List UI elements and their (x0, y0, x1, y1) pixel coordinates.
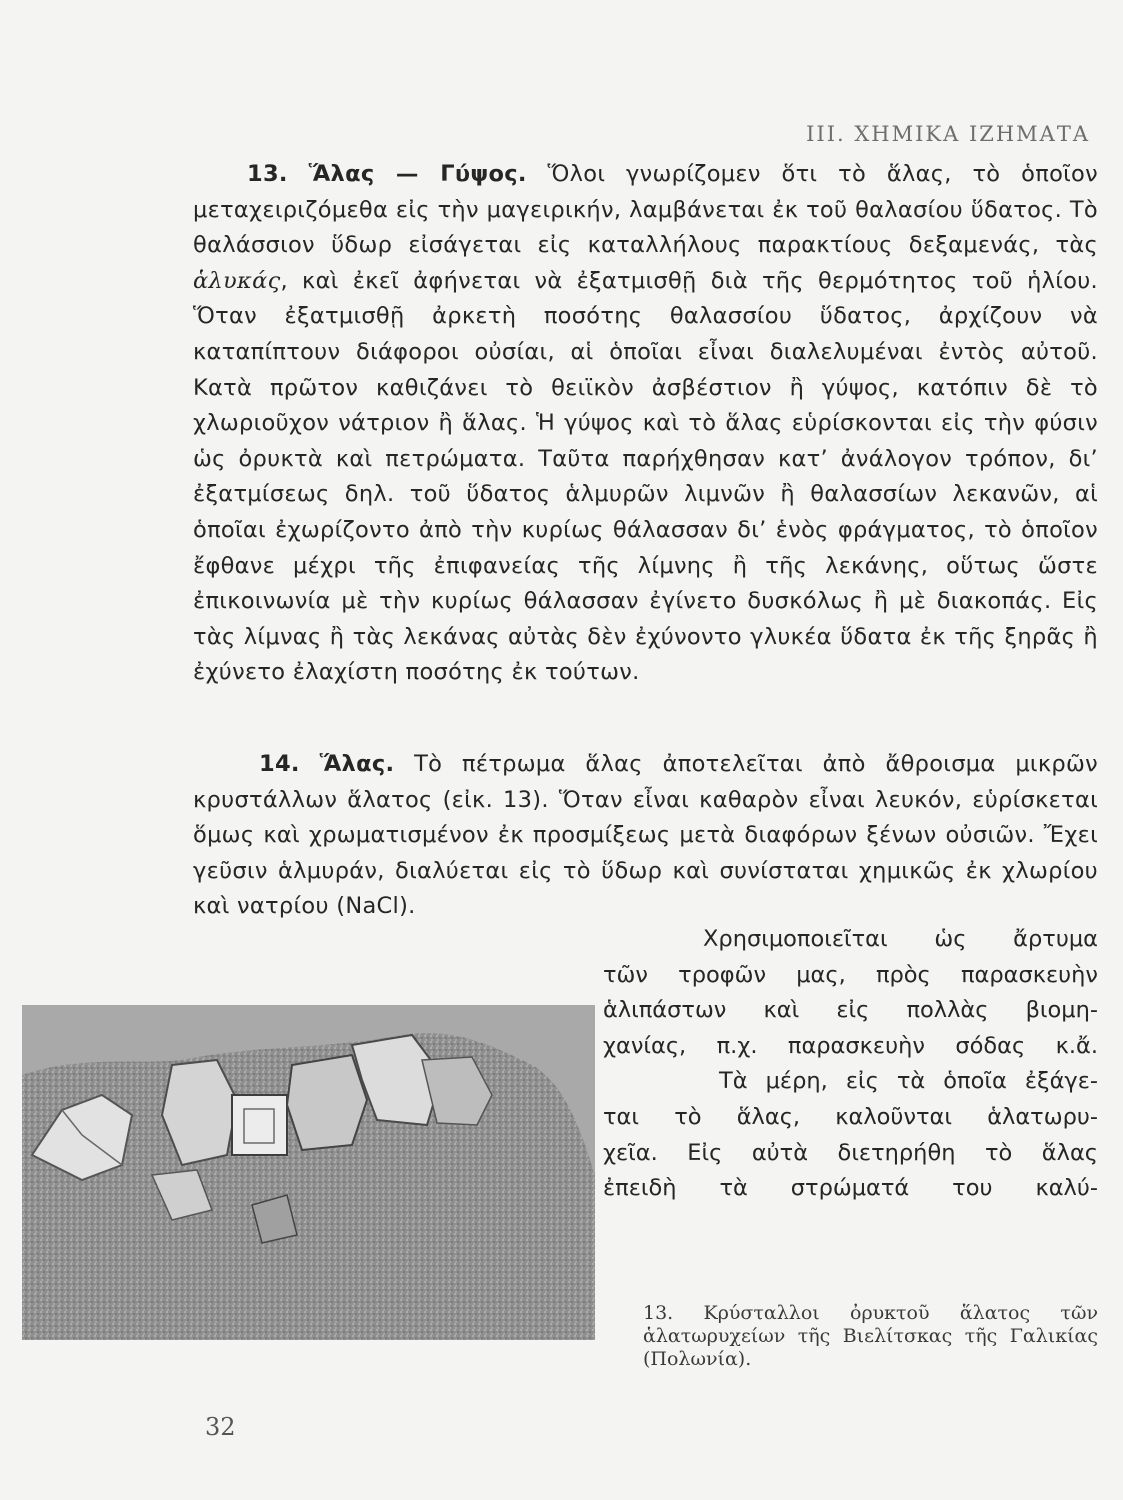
section-14-text: Τὸ πέτρωμα ἅλας ἀποτελεῖται ἀπὸ ἄθροισμα μικρῶν κρυστάλλων ἅλατος (εἰκ. 13). Ὅταν εἶναι καθαρὸν εἶναι λευκόν, εὑρίσκεται ὅμως καὶ χρωματισμένον ἐκ προσμίξεως μετὰ διαφόρων ξένων οὐσιῶν. Ἔχει γεῦσιν ἁλμυράν, διαλύεται εἰς τὸ ὕδωρ καὶ συνίσταται χημικῶς ἐκ χλωρίου καὶ νατρίου (NaCl). (193, 751, 1098, 920)
continuation-line: ται τὸ ἅλας, καλοῦνται ἁλατωρυ- (603, 1103, 1098, 1130)
continuation-line: χανίας, π.χ. παρασκευὴν σόδας κ.ἄ. (603, 1032, 1098, 1059)
continuation-line: ἁλιπάστων καὶ εἰς πολλὰς βιομη- (603, 997, 1098, 1024)
section-13-text-part1: Ὅλοι γνωρίζομεν ὅτι τὸ ἅλας, τὸ ὁποῖον μεταχειριζόμεθα εἰς τὴν μαγειρικήν, λαμβάνεται ἐκ τοῦ θαλασίου ὕδατος. Τὸ θαλάσσιον ὕδωρ εἰσάγεται εἰς καταλλήλους παρακτίους δεξαμενάς, τὰς (193, 161, 1098, 259)
section-14-heading: Ἅλας. (319, 751, 395, 777)
section-14-number: 14. (259, 751, 300, 777)
continuation-line: Τὰ μέρη, εἰς τὰ ὁποῖα ἐξάγε- (719, 1068, 1098, 1095)
section-14-continuation (603, 922, 1098, 1207)
page-number: 32 (205, 1413, 236, 1441)
continuation-line: τῶν τροφῶν μας, πρὸς παρασκευὴν (603, 961, 1098, 988)
section-13-text-part2: , καὶ ἐκεῖ ἀφήνεται νὰ ἐξατμισθῇ διὰ τῆς θερμότητος τοῦ ἡλίου. Ὅταν ἐξατμισθῇ ἀρκετὴ ποσότης θαλασσίου ὕδατος, ἀρχίζουν νὰ καταπίπτουν διάφοροι οὐσίαι, αἱ ὁποῖαι εἶναι διαλελυμέναι ἐντὸς αὐτοῦ. Κατὰ πρῶτον καθιζάνει τὸ θειϊκὸν ἀσβέστιον ἢ γύψος, κατόπιν δὲ τὸ χλωριοῦχον νάτριον ἢ ἅλας. Ἡ γύψος καὶ τὸ ἅλας εὑρίσκονται εἰς τὴν φύσιν ὡς ὀρυκτὰ καὶ πετρώματα. Ταῦτα παρήχθησαν κατ’ ἀνάλογον τρόπον, δι’ ἐξατμίσεως δηλ. τοῦ ὕδατος ἁλμυρῶν λιμνῶν ἢ θαλασσίων λεκανῶν, αἱ ὁποῖαι ἐχωρίζοντο ἀπὸ τὴν κυρίως θάλασσαν δι’ ἑνὸς φράγματος, τὸ ὁποῖον ἔφθανε μέχρι τῆς ἐπιφανείας τῆς λίμνης ἢ τῆς λεκάνης, οὕτως ὥστε ἐπικοινωνία μὲ τὴν κυρίως θάλασσαν ἐγίνετο δυσκόλως ἢ μὲ διακοπάς. Εἰς τὰς λίμνας ἢ τὰς λεκάνας αὐτὰς δὲν ἐχύνοντο γλυκέα ὕδατα ἐκ τῆς ξηρᾶς ἢ ἐχύνετο ἐλαχίστη ποσότης ἐκ τούτων. (193, 267, 1098, 686)
figure-caption: 13. Κρύσταλλοι ὀρυκτοῦ ἅλατος τῶν ἁλατωρυχείων τῆς Βιελίτσκας τῆς Γαλικίας (Πολωνία). (643, 1302, 1098, 1370)
running-header: III. ΧΗΜΙΚΑ ΙΖΗΜΑΤΑ (806, 122, 1090, 146)
salt-crystals-photo (22, 1005, 595, 1340)
continuation-line: χεῖα. Εἰς αὐτὰ διετηρήθη τὸ ἅλας (603, 1139, 1098, 1166)
section-13-term: ἁλυκάς (193, 267, 281, 294)
section-14-paragraph (193, 747, 1098, 925)
section-13-paragraph (193, 157, 1098, 691)
continuation-line: Χρησιμοποιεῖται ὡς ἄρτυμα (703, 926, 1098, 952)
continuation-line: ἐπειδὴ τὰ στρώματά του καλύ- (603, 1175, 1098, 1202)
section-13-heading: Ἅλας — Γύψος. (308, 161, 527, 187)
section-13-number: 13. (247, 161, 288, 187)
